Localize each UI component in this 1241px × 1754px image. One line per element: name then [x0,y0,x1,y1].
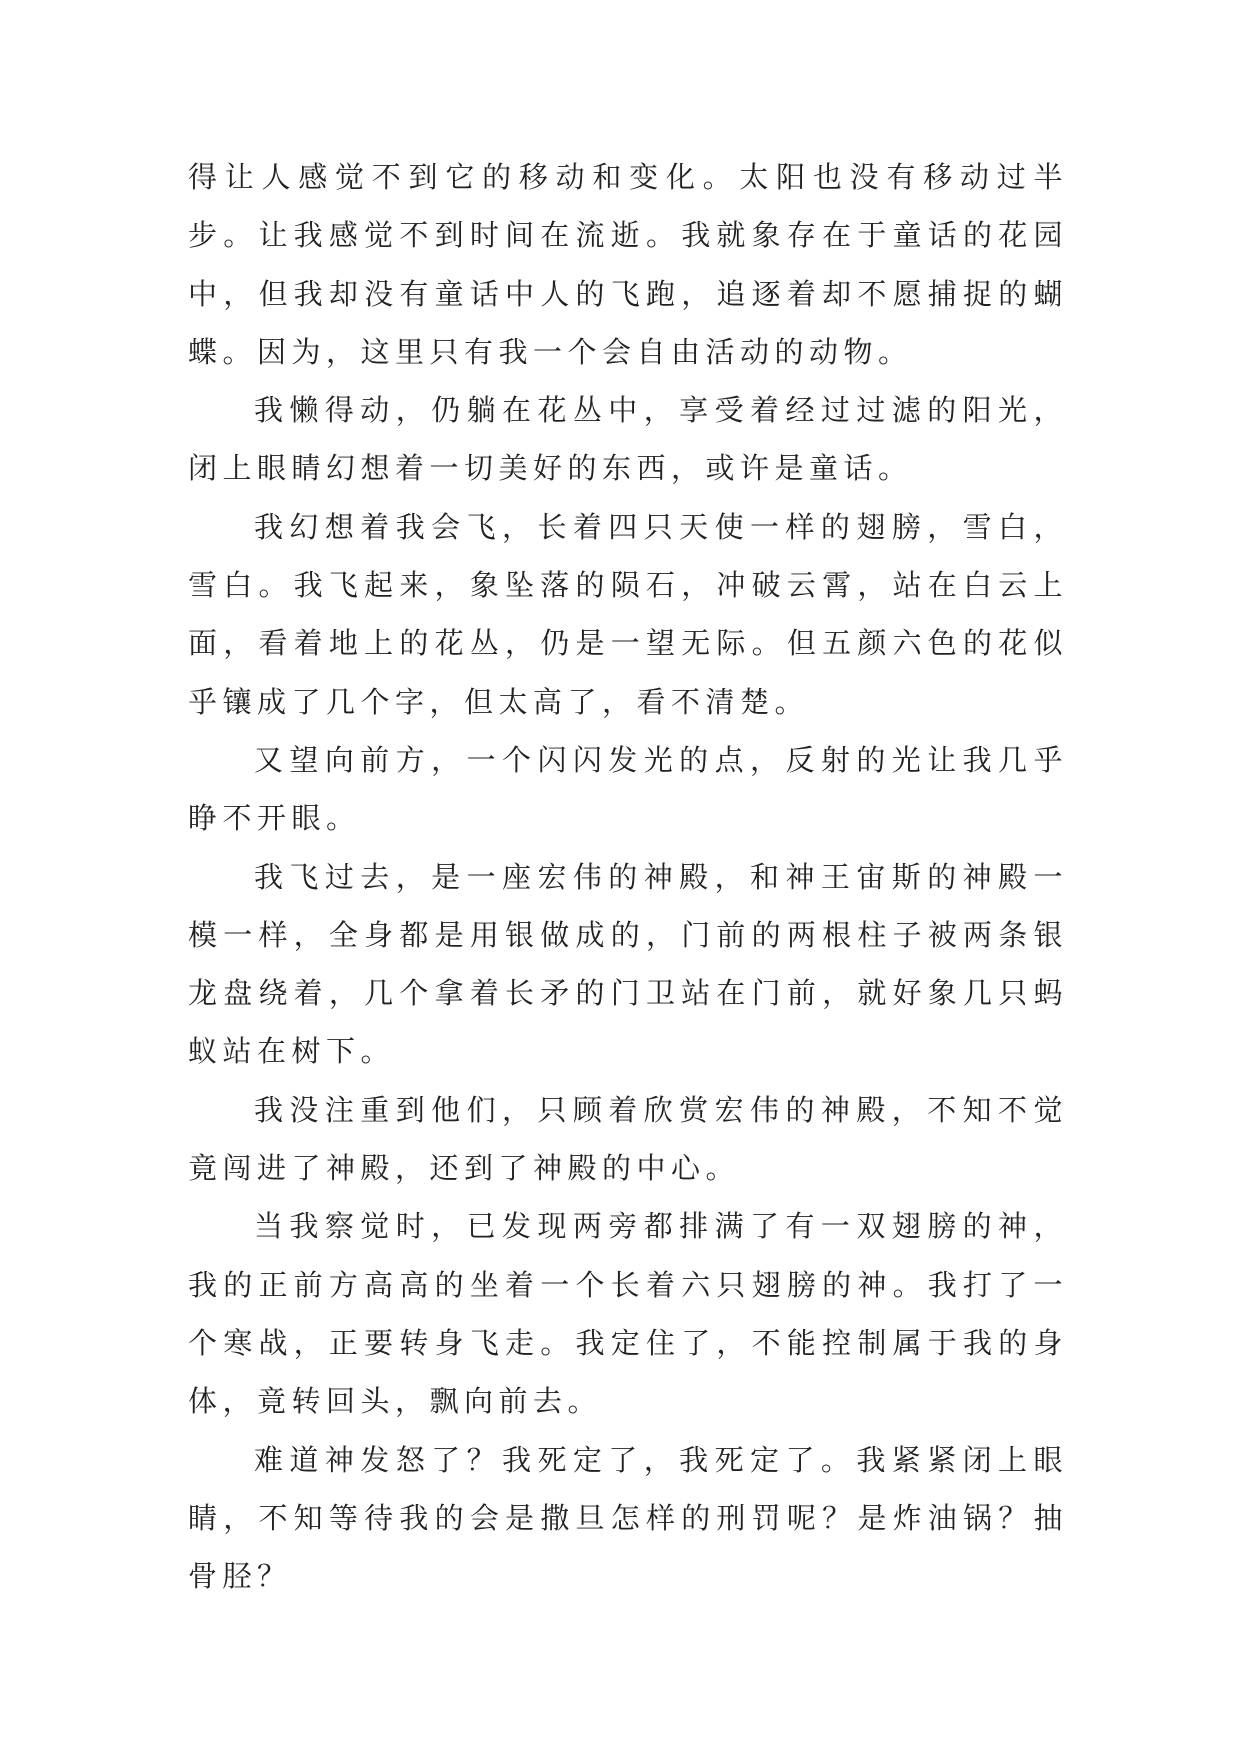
paragraph-continued: 得让人感觉不到它的移动和变化。太阳也没有移动过半步。让我感觉不到时间在流逝。我就象存在于童话的花园中，但我却没有童话中人的飞跑，追逐着却不愿捕捉的蝴蝶。因为，这里只有我一个会自由活动的动物。 [188,160,1068,369]
document-page [188,148,1068,1605]
paragraph: 难道神发怒了？我死定了，我死定了。我紧紧闭上眼睛，不知等待我的会是撒旦怎样的刑罚呢？是炸油锅？抽骨胫？ [188,1442,1068,1594]
paragraph: 我飞过去，是一座宏伟的神殿，和神王宙斯的神殿一模一样，全身都是用银做成的，门前的两根柱子被两条银龙盘绕着，几个拿着长矛的门卫站在门前，就好象几只蚂蚁站在树下。 [188,859,1068,1069]
paragraph: 又望向前方，一个闪闪发光的点，反射的光让我几乎睁不开眼。 [188,742,1068,836]
paragraph: 我幻想着我会飞，长着四只天使一样的翅膀，雪白，雪白。我飞起来，象坠落的陨石，冲破云霄，站在白云上面，看着地上的花丛，仍是一望无际。但五颜六色的花似乎镶成了几个字，但太高了，看不清楚。 [188,509,1068,719]
paragraph: 当我察觉时，已发现两旁都排满了有一双翅膀的神，我的正前方高高的坐着一个长着六只翅膀的神。我打了一个寒战，正要转身飞走。我定住了，不能控制属于我的身体，竟转回头，飘向前去。 [188,1209,1068,1419]
paragraph: 我懒得动，仍躺在花丛中，享受着经过过滤的阳光，闭上眼睛幻想着一切美好的东西，或许是童话。 [188,393,1068,486]
paragraph: 我没注重到他们，只顾着欣赏宏伟的神殿，不知不觉竟闯进了神殿，还到了神殿的中心。 [188,1092,1068,1186]
